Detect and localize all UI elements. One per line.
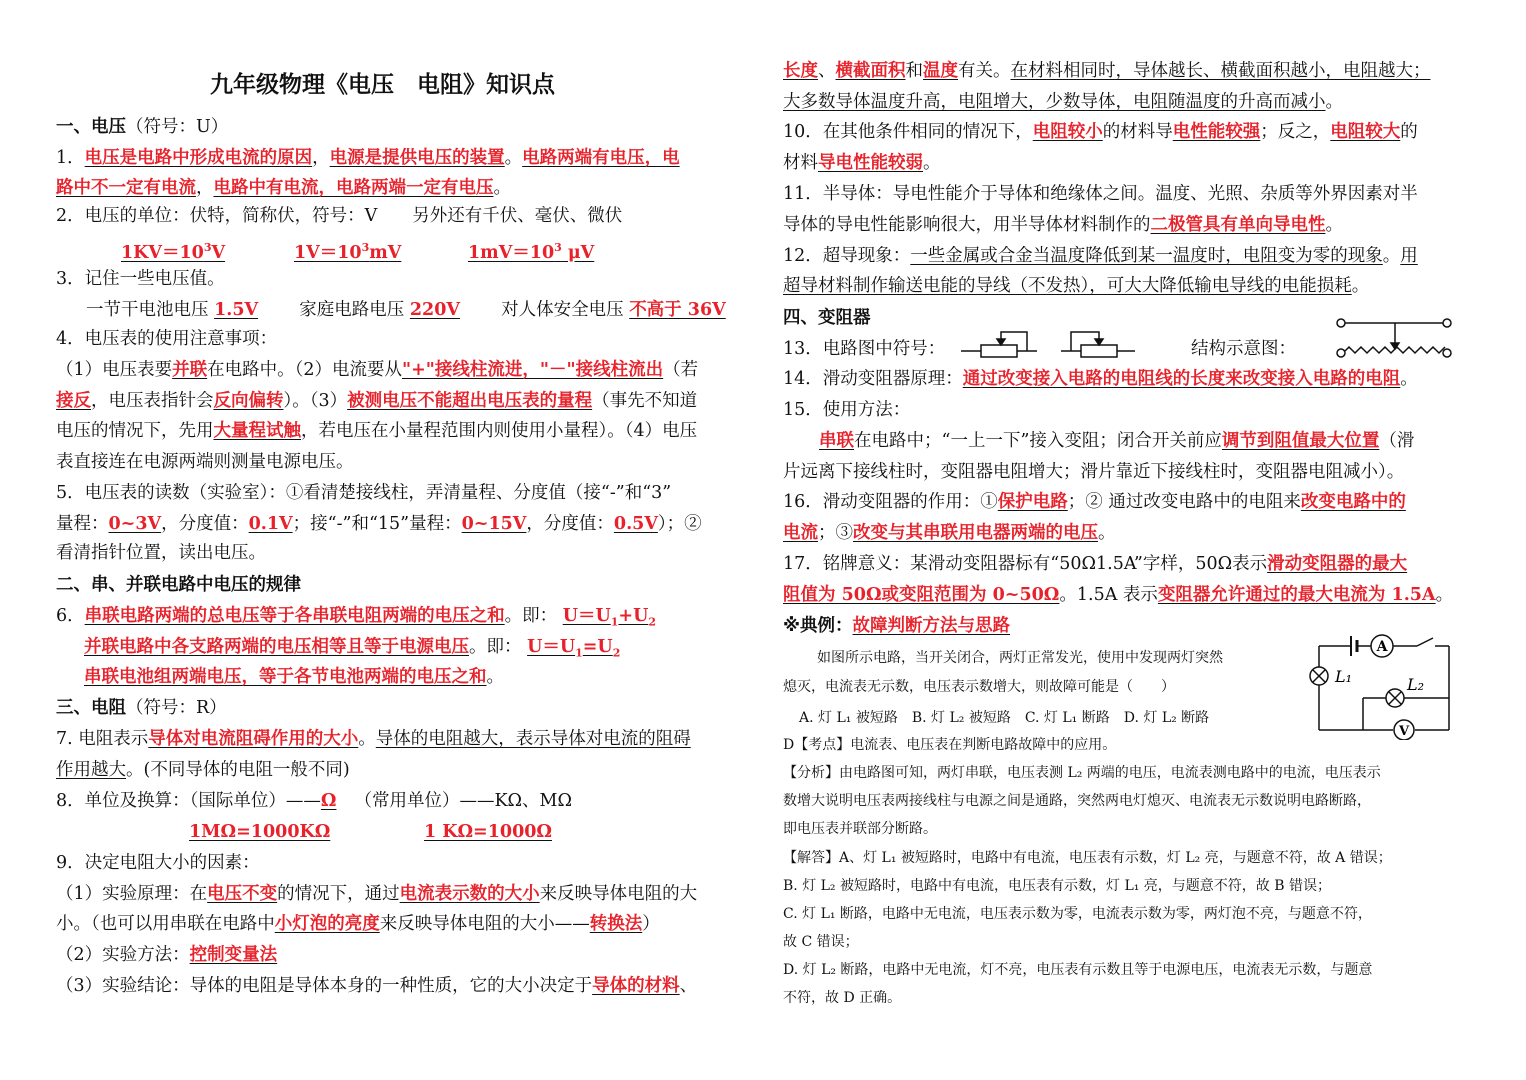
key-text: 电阻较大 — [1330, 122, 1401, 142]
text: ；接“-”和“15”量程： — [292, 514, 462, 534]
text: ）。（3） — [283, 391, 348, 411]
point-10-line-2 — [783, 150, 941, 176]
point-17-line-2 — [783, 582, 1453, 608]
text: 。 — [1351, 276, 1370, 296]
point-number: 1． — [56, 148, 85, 168]
point-15-line-1 — [819, 428, 1414, 454]
point-5-line-1: 5．电压表的读数（实验室）：①看清楚接线柱，弄清量程、分度值（接“-”和“3” — [56, 483, 672, 503]
page-title: 九年级物理《电压 电阻》知识点 — [210, 72, 555, 98]
voltmeter-icon — [1394, 720, 1414, 740]
key-text: 0.1V — [248, 514, 293, 534]
text: 。 — [1325, 92, 1343, 112]
key-text: 转换法 — [589, 914, 643, 934]
point-9-line-3 — [56, 942, 277, 968]
point-6-line-3 — [84, 664, 504, 690]
text: 的材料导 — [1102, 122, 1173, 142]
section-title: 三、电阻 — [56, 698, 126, 718]
key-text: 串联电路两端的总电压等于各串联电阻两端的电压之和 — [84, 606, 505, 626]
example-question-1: 如图所示电路，当开关闭合，两灯正常发光，使用中发现两灯突然 — [817, 650, 1223, 666]
text: 在电路中。（2）电流要从 — [207, 360, 403, 380]
lamp-1-icon — [1310, 667, 1352, 686]
rheostat-symbol-icons — [959, 325, 1137, 361]
key-text: 改变电路中的 — [1300, 492, 1406, 512]
text: 、 — [818, 61, 836, 81]
text: 小。（也可以用串联在电路中 — [56, 914, 275, 934]
text: ）；② — [657, 514, 702, 534]
underlined-text: 一些金属或合金当温度降低到某一温度时，电阻变为零的现象 — [910, 246, 1383, 266]
solution-line-4: 故 C 错误； — [783, 934, 859, 950]
text: （滑 — [1379, 431, 1415, 451]
underlined-text: 作用越大 — [56, 760, 126, 780]
label: 对人体安全电压 — [501, 300, 624, 320]
point-7-line-2 — [56, 757, 350, 783]
conversion: 1MΩ=1000KΩ — [189, 822, 331, 842]
value: 1.5V — [214, 300, 259, 320]
key-text: 变阻器允许通过的最大电流为 1.5A — [1157, 585, 1436, 605]
key-text: 控制变量法 — [189, 945, 278, 965]
point-1-line-1 — [56, 145, 680, 171]
point-1-line-2 — [56, 175, 511, 201]
text: ，电压表指针会 — [91, 391, 214, 411]
key-text: 0~3V — [108, 514, 162, 534]
underlined-text: 大多数导体温度升高，电阻增大，少数导体，电阻随温度的升高而减小 — [783, 92, 1326, 112]
section-voltage-heading — [56, 114, 228, 140]
point-10-line-1 — [783, 119, 1418, 145]
text: ） — [642, 914, 660, 934]
text: 、 — [679, 976, 698, 996]
formula — [562, 606, 656, 629]
f-sub: 2 — [612, 646, 621, 660]
section-rheostat-heading: 四、变阻器 — [783, 308, 871, 328]
example-title: ※典例： — [783, 616, 853, 636]
text: （若 — [663, 360, 699, 380]
text: ；② 通过改变电路中的电阻来 — [1067, 492, 1301, 512]
key-text: 导体的材料 — [592, 976, 680, 996]
f: +U — [618, 606, 649, 626]
text: 17．铭牌意义：某滑动变阻器标有“50Ω1.5A”字样，50Ω表示 — [783, 554, 1268, 574]
text: ；③ — [818, 523, 853, 543]
key-text: 串联 — [819, 431, 854, 451]
key-text: 接反 — [56, 391, 91, 411]
conv-part: 1V＝10 — [294, 242, 362, 263]
text: 。 — [358, 729, 376, 749]
key-text: 导体对电流阻碍作用的大小 — [148, 729, 359, 749]
key-text: 二极管具有单向导电性 — [1150, 215, 1326, 235]
text: 。即： — [504, 606, 558, 626]
point-16-line-1 — [783, 489, 1406, 515]
analysis-line-2: 数增大说明电压表两接线柱与电源之间是通路，突然两电灯熄灭、电流表无示数说明电路断路， — [783, 793, 1371, 809]
point-7-line-1 — [56, 726, 691, 752]
key-text: 反向偏转 — [213, 391, 284, 411]
conv-sup: 3 — [554, 241, 562, 254]
key-text: 并联电路中各支路两端的电压相等且等于电源电压 — [84, 637, 469, 657]
key-text: 路中不一定有电流 — [56, 178, 196, 198]
text: 12．超导现象： — [783, 246, 911, 266]
factors-line-1 — [783, 58, 1431, 84]
point-6-line-2 — [84, 634, 620, 667]
point-16-line-2 — [783, 520, 1116, 546]
conversion-kohm — [424, 819, 552, 845]
text: ，分度值： — [161, 514, 249, 534]
ammeter-icon — [1371, 635, 1393, 657]
key-text: 0~15V — [461, 514, 527, 534]
text: ， — [196, 178, 214, 198]
label: 一节干电池电压 — [86, 300, 209, 320]
key-text: 滑动变阻器的最大 — [1267, 554, 1408, 574]
key-text: 并联 — [172, 360, 208, 380]
factors-line-2 — [783, 89, 1343, 115]
key-text: 被测电压不能超出电压表的量程 — [347, 391, 593, 411]
point-6-line-1 — [56, 603, 656, 636]
conversion: 1 KΩ=1000Ω — [424, 822, 553, 842]
key-text: 故障判断方法与思路 — [852, 616, 1011, 636]
solution-line-6: 不符，故 D 正确。 — [783, 990, 902, 1006]
conversion-mohm — [189, 819, 330, 845]
text: 在电路中；“一上一下”接入变阻；闭合开关前应 — [854, 431, 1222, 451]
conv-unit: μV — [561, 242, 595, 263]
point-11-line-1: 11．半导体：导电性能介于导体和绝缘体之间。温度、光照、杂质等外界因素对半 — [783, 184, 1418, 204]
voltage-values — [86, 297, 726, 323]
text: 14．滑动变阻器原理： — [783, 369, 963, 389]
example-options: A. 灯 L₁ 被短路 B. 灯 L₂ 被短路 C. 灯 L₁ 断路 D. 灯 L₂ 断路 — [799, 710, 1210, 726]
text: 的 — [1400, 122, 1418, 142]
f-sub: 1 — [610, 615, 619, 629]
conversion — [294, 243, 401, 263]
f: =U — [582, 637, 613, 657]
text: 。 — [923, 153, 941, 173]
text: （常用单位）——KΩ、MΩ — [354, 791, 572, 811]
point-9-line-2 — [56, 911, 660, 937]
key-text: 电压不变 — [207, 884, 278, 904]
ammeter-label: A — [1376, 639, 1388, 655]
point-4: 4．电压表的使用注意事项： — [56, 329, 278, 349]
text: 。 — [504, 148, 523, 168]
solution-line-2: B. 灯 L₂ 被短路时，电路中有电流，电压表有示数，灯 L₁ 亮，与题意不符，故 B 错误； — [783, 878, 1331, 894]
section-series-parallel-heading: 二、串、并联电路中电压的规律 — [56, 575, 301, 595]
point-2: 2．电压的单位：伏特，简称伏，符号：V 另外还有千伏、毫伏、微伏 — [56, 206, 623, 226]
value: 不高于 36V — [629, 300, 726, 320]
analysis-line-3: 即电压表并联部分断路。 — [783, 821, 937, 837]
text: （事先不知道 — [592, 391, 698, 411]
key-text: 电路两端有电压，电 — [522, 148, 680, 168]
text: 材料 — [783, 153, 818, 173]
key-text: 导电性能较弱 — [818, 153, 923, 173]
underlined-text: 超导材料制作输送电能的导线（不发热），可大大降低输电导线的电能损耗 — [783, 276, 1352, 296]
text: 。 — [1382, 246, 1401, 266]
conv-part: 1mV＝10 — [468, 242, 555, 263]
conv-unit: mV — [369, 242, 402, 263]
key-text: 改变与其串联用电器两端的电压 — [853, 523, 1098, 543]
example-answer: D【考点】电流表、电压表在判断电路故障中的应用。 — [783, 737, 1117, 753]
key-text: 通过改变接入电路的电阻线的长度来改变接入电路的电阻 — [962, 369, 1401, 389]
point-4-line-3 — [56, 418, 697, 444]
f-sub: 1 — [575, 646, 583, 660]
solution-line-1: 【解答】A、灯 L₁ 被短路时，电路中有电流，电压表有示数，灯 L₂ 亮，与题意不符，故 A 错误； — [783, 850, 1392, 866]
point-5-line-2 — [56, 511, 702, 537]
text: 。(不同导体的电阻一般不同) — [126, 760, 350, 780]
lamp-2-icon — [1386, 675, 1424, 707]
key-text: 长度 — [783, 61, 818, 81]
key-text: 电源是提供电压的装置 — [329, 148, 505, 168]
key-text: 温度 — [923, 61, 958, 81]
solution-line-3: C. 灯 L₁ 断路，电路中无电流，电压表示数为零，电流表示数为零，两灯泡不亮，与题意不符， — [783, 906, 1372, 922]
key-text: 阻值为 50Ω或变阻范围为 0~50Ω — [783, 585, 1060, 605]
key-text: "+"接线柱流进，"－"接线柱流出 — [402, 360, 664, 380]
voltmeter-label: V — [1398, 724, 1410, 739]
point-12-line-1 — [783, 243, 1418, 269]
text: 量程： — [56, 514, 109, 534]
conversion — [468, 243, 594, 263]
text: 。 — [1400, 369, 1418, 389]
text: 导体的导电性能影响很大，用半导体材料制作的 — [783, 215, 1151, 235]
point-12-line-2 — [783, 273, 1369, 299]
conversion-kv — [121, 235, 225, 266]
key-text: 电流 — [783, 523, 818, 543]
key-text: 电压是电路中形成电流的原因 — [84, 148, 313, 168]
text: ，若电压在小量程范围内则使用小量程）。（4）电压 — [301, 421, 698, 441]
conv-sup: 3 — [361, 241, 370, 254]
key-text: Ω — [320, 791, 337, 811]
conversion-mv — [468, 235, 594, 266]
point-15: 15．使用方法： — [783, 400, 911, 420]
point-8 — [56, 788, 572, 814]
text: （1）实验原理：在 — [56, 884, 208, 904]
text: （2）实验方法： — [56, 945, 190, 965]
point-15-line-2: 片远离下接线柱时，变阻器电阻增大；滑片靠近下接线柱时，变阻器电阻减小）。 — [783, 462, 1405, 482]
text: 。 — [1325, 215, 1343, 235]
conv-part: 1KV＝10 — [121, 242, 204, 263]
lamp-1-label: L₁ — [1335, 667, 1353, 686]
conv-unit: V — [211, 242, 226, 263]
key-text: 横截面积 — [835, 61, 906, 81]
label: 家庭电路电压 — [299, 300, 405, 320]
key-text: 电性能较强 — [1172, 122, 1261, 142]
text: 10．在其他条件相同的情况下， — [783, 122, 1033, 142]
text: 16．滑动变阻器的作用：① — [783, 492, 998, 512]
conversion — [121, 243, 225, 263]
text: 。 — [493, 178, 511, 198]
rheostat-structure-icon — [1335, 313, 1455, 363]
point-13: 13．电路图中符号： — [783, 339, 946, 359]
section-symbol: （符号：U） — [126, 117, 229, 137]
conv-sup: 3 — [203, 241, 212, 254]
text: 。 — [1435, 585, 1454, 605]
point-4-line-1 — [56, 357, 698, 383]
text: 。 — [1098, 523, 1116, 543]
point-9-line-1 — [56, 881, 697, 907]
example-heading — [783, 613, 1010, 639]
text: 来反映导体电阻的大小—— — [379, 914, 590, 934]
text: 7. 电阻表示 — [56, 729, 149, 749]
point-3: 3．记住一些电压值。 — [56, 269, 225, 289]
text: （3）实验结论：导体的电阻是导体本身的一种性质，它的大小决定于 — [56, 976, 593, 996]
structure-label: 结构示意图： — [1191, 339, 1296, 359]
f: U＝U — [562, 606, 611, 626]
point-9: 9．决定电阻大小的因素： — [56, 853, 260, 873]
key-text: 串联电池组两端电压，等于各节电池两端的电压之和 — [84, 667, 487, 687]
f: U＝U — [527, 637, 576, 657]
key-text: 电路中有电流，电路两端一定有电压 — [213, 178, 494, 198]
text: 和 — [905, 61, 923, 81]
section-title: 一、电压 — [56, 117, 126, 137]
example-question-2: 熄灭，电流表无示数，电压表示数增大，则故障可能是（ ） — [783, 679, 1175, 695]
point-17-line-1 — [783, 551, 1407, 577]
solution-line-5: D. 灯 L₂ 断路，电路中无电流，灯不亮，电压表有示数且等于电源电压，电流表无示数，与题意 — [783, 962, 1373, 978]
key-text: 调节到阻值最大位置 — [1221, 431, 1380, 451]
key-text: 大量程试触 — [213, 421, 301, 441]
point-4-line-2 — [56, 388, 697, 414]
text: 。即： — [469, 637, 522, 657]
analysis-line-1: 【分析】由电路图可知，两灯串联，电压表测 L₂ 两端的电压，电流表测电路中的电流，电压表示 — [783, 765, 1381, 781]
point-4-line-4: 表直接连在电源两端则测量电源电压。 — [56, 452, 354, 472]
key-text: 电流表示数的大小 — [399, 884, 540, 904]
key-text: 电阻较小 — [1032, 122, 1103, 142]
text: 的情况下，通过 — [277, 884, 400, 904]
point-number: 6． — [56, 606, 85, 626]
text: 。1.5A 表示 — [1059, 585, 1158, 605]
point-14 — [783, 366, 1418, 392]
key-text: 0.5V — [613, 514, 658, 534]
text: 来反映导体电阻的大 — [539, 884, 698, 904]
section-symbol: （符号：R） — [126, 698, 227, 718]
text: ， — [312, 148, 330, 168]
formula — [527, 637, 621, 660]
text: 8．单位及换算：（国际单位）—— — [56, 791, 321, 811]
text: （1）电压表要 — [56, 360, 173, 380]
value: 220V — [409, 300, 460, 320]
underlined-text: 用 — [1400, 246, 1418, 266]
fault-circuit-figure — [1305, 628, 1455, 740]
text: 。 — [486, 667, 504, 687]
conversion-v — [294, 235, 401, 266]
section-resistance-heading — [56, 695, 227, 721]
point-11-line-2 — [783, 212, 1343, 238]
rheostat-symbol-1-icon — [961, 332, 1037, 357]
text: ，分度值： — [526, 514, 614, 534]
point-5-line-3: 看清指针位置，读出电压。 — [56, 543, 266, 563]
text: 电压的情况下，先用 — [56, 421, 214, 441]
key-text: 保护电路 — [997, 492, 1068, 512]
underlined-text: 在材料相同时，导体越长、横截面积越小，电阻越大； — [1010, 61, 1431, 81]
underlined-text: 导体的电阻越大，表示导体对电流的阻碍 — [375, 729, 691, 749]
text: 有关。 — [958, 61, 1011, 81]
lamp-2-label: L₂ — [1407, 675, 1425, 694]
key-text: 小灯泡的亮度 — [274, 914, 380, 934]
point-9-line-4 — [56, 973, 697, 999]
f-sub: 2 — [648, 615, 656, 629]
rheostat-symbol-2-icon — [1061, 332, 1135, 357]
text: ；反之， — [1260, 122, 1331, 142]
